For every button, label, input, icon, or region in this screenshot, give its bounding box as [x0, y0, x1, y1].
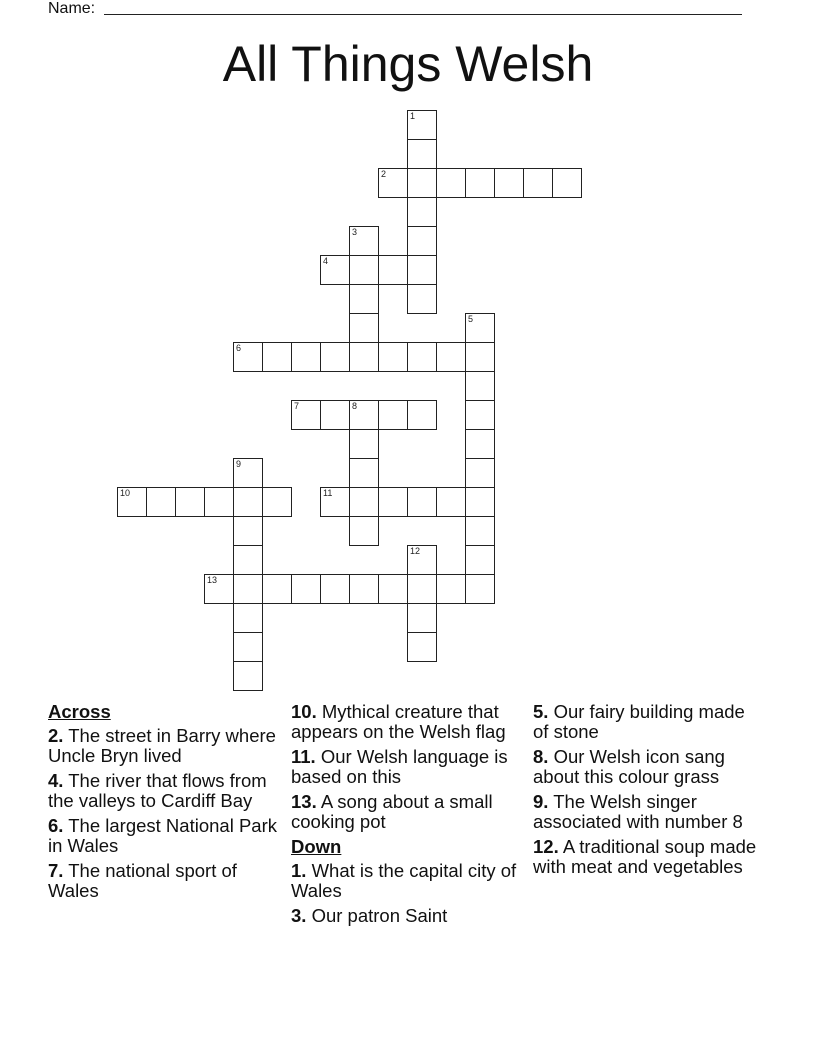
crossword-cell[interactable]	[349, 342, 379, 372]
crossword-cell[interactable]	[233, 603, 263, 633]
crossword-cell[interactable]	[320, 255, 350, 285]
crossword-cell[interactable]	[436, 168, 466, 198]
crossword-cell[interactable]	[407, 168, 437, 198]
crossword-cell[interactable]	[407, 226, 437, 256]
crossword-cell[interactable]	[465, 516, 495, 546]
crossword-cell[interactable]	[204, 574, 234, 604]
crossword-cell[interactable]	[320, 574, 350, 604]
crossword-cell[interactable]	[349, 400, 379, 430]
crossword-cell[interactable]	[407, 487, 437, 517]
crossword-cell[interactable]	[465, 458, 495, 488]
crossword-cell[interactable]	[407, 197, 437, 227]
cell-number: 11	[323, 488, 333, 498]
crossword-cell[interactable]	[233, 661, 263, 691]
crossword-cell[interactable]	[494, 168, 524, 198]
clue-across-13: 13. A song about a small cooking pot	[291, 791, 493, 832]
crossword-cell[interactable]	[262, 487, 292, 517]
clue-down-5: 5. Our fairy building made of stone	[533, 701, 745, 742]
crossword-cell[interactable]	[407, 400, 437, 430]
crossword-cell[interactable]	[349, 255, 379, 285]
crossword-cell[interactable]	[407, 255, 437, 285]
clue-across-6: 6. The largest National Park in Wales	[48, 815, 277, 856]
crossword-cell[interactable]	[465, 429, 495, 459]
crossword-cell[interactable]	[407, 284, 437, 314]
cell-number: 1	[410, 111, 416, 121]
across-heading: Across	[48, 701, 111, 722]
crossword-cell[interactable]	[436, 487, 466, 517]
crossword-cell[interactable]	[378, 255, 408, 285]
clue-across-11: 11. Our Welsh language is based on this	[291, 746, 508, 787]
crossword-cell[interactable]	[407, 574, 437, 604]
cell-number: 3	[352, 227, 358, 237]
crossword-cell[interactable]	[146, 487, 176, 517]
crossword-cell[interactable]	[378, 400, 408, 430]
crossword-cell[interactable]	[407, 139, 437, 169]
crossword-cell[interactable]	[407, 110, 437, 140]
clue-column-3	[533, 702, 765, 882]
clue-across-4: 4. The river that flows from the valleys to Cardiff Bay	[48, 770, 267, 811]
crossword-cell[interactable]	[465, 313, 495, 343]
clue-across-7: 7. The national sport of Wales	[48, 860, 237, 901]
crossword-cell[interactable]	[262, 342, 292, 372]
clue-down-8: 8. Our Welsh icon sang about this colour grass	[533, 746, 725, 787]
cell-number: 8	[352, 401, 358, 411]
crossword-cell[interactable]	[320, 342, 350, 372]
cell-number: 10	[120, 488, 131, 498]
crossword-cell[interactable]	[436, 574, 466, 604]
clue-down-1: 1. What is the capital city of Wales	[291, 860, 517, 901]
crossword-cell[interactable]	[233, 632, 263, 662]
crossword-cell[interactable]	[291, 400, 321, 430]
crossword-cell[interactable]	[233, 516, 263, 546]
cell-number: 2	[381, 169, 387, 179]
cell-number: 12	[410, 546, 421, 556]
crossword-cell[interactable]	[320, 487, 350, 517]
crossword-cell[interactable]	[523, 168, 553, 198]
clue-down-3: 3. Our patron Saint	[291, 905, 448, 926]
down-heading: Down	[291, 836, 342, 857]
crossword-cell[interactable]	[378, 574, 408, 604]
page-title: All Things Welsh	[222, 36, 594, 92]
clue-down-12: 12. A traditional soup made with meat and vegetables	[533, 836, 757, 877]
crossword-cell[interactable]	[407, 342, 437, 372]
crossword-cell[interactable]	[117, 487, 147, 517]
crossword-cell[interactable]	[349, 284, 379, 314]
crossword-cell[interactable]	[349, 429, 379, 459]
crossword-cell[interactable]	[291, 342, 321, 372]
cell-number: 4	[323, 256, 329, 266]
crossword-cell[interactable]	[378, 487, 408, 517]
cell-number: 6	[236, 343, 242, 353]
crossword-cell[interactable]	[465, 487, 495, 517]
cell-number: 13	[207, 575, 218, 585]
name-label: Name:	[48, 0, 96, 17]
crossword-cell[interactable]	[407, 545, 437, 575]
crossword-cell[interactable]	[233, 342, 263, 372]
cell-number: 7	[294, 401, 300, 411]
clue-down-9: 9. The Welsh singer associated with number 8	[533, 791, 743, 832]
crossword-cell[interactable]	[349, 574, 379, 604]
crossword-cell[interactable]	[349, 458, 379, 488]
crossword-cell[interactable]	[233, 487, 263, 517]
crossword-cell[interactable]	[465, 371, 495, 401]
crossword-cell[interactable]	[204, 487, 234, 517]
crossword-cell[interactable]	[233, 545, 263, 575]
crossword-cell[interactable]	[349, 487, 379, 517]
crossword-cell[interactable]	[465, 545, 495, 575]
crossword-cell[interactable]	[175, 487, 205, 517]
clue-across-2: 2. The street in Barry where Uncle Bryn lived	[48, 725, 276, 766]
crossword-cell[interactable]	[407, 603, 437, 633]
crossword-cell[interactable]	[262, 574, 292, 604]
crossword-cell[interactable]	[407, 632, 437, 662]
crossword-cell[interactable]	[465, 342, 495, 372]
crossword-cell[interactable]	[349, 226, 379, 256]
crossword-cell[interactable]	[349, 313, 379, 343]
crossword-cell[interactable]	[465, 400, 495, 430]
crossword-cell[interactable]	[320, 400, 350, 430]
clue-across-10: 10. Mythical creature that appears on the Welsh flag	[291, 701, 506, 742]
crossword-cell[interactable]	[378, 168, 408, 198]
crossword-cell[interactable]	[233, 574, 263, 604]
cell-number: 5	[468, 314, 474, 324]
crossword-cell[interactable]	[552, 168, 582, 198]
crossword-cell[interactable]	[436, 342, 466, 372]
crossword-cell[interactable]	[378, 342, 408, 372]
crossword-cell[interactable]	[291, 574, 321, 604]
crossword-cell[interactable]	[349, 516, 379, 546]
crossword-cell[interactable]	[465, 168, 495, 198]
crossword-cell[interactable]	[233, 458, 263, 488]
cell-number: 9	[236, 459, 242, 469]
clue-column-1	[48, 702, 280, 906]
crossword-cell[interactable]	[465, 574, 495, 604]
clue-column-2	[291, 702, 523, 931]
